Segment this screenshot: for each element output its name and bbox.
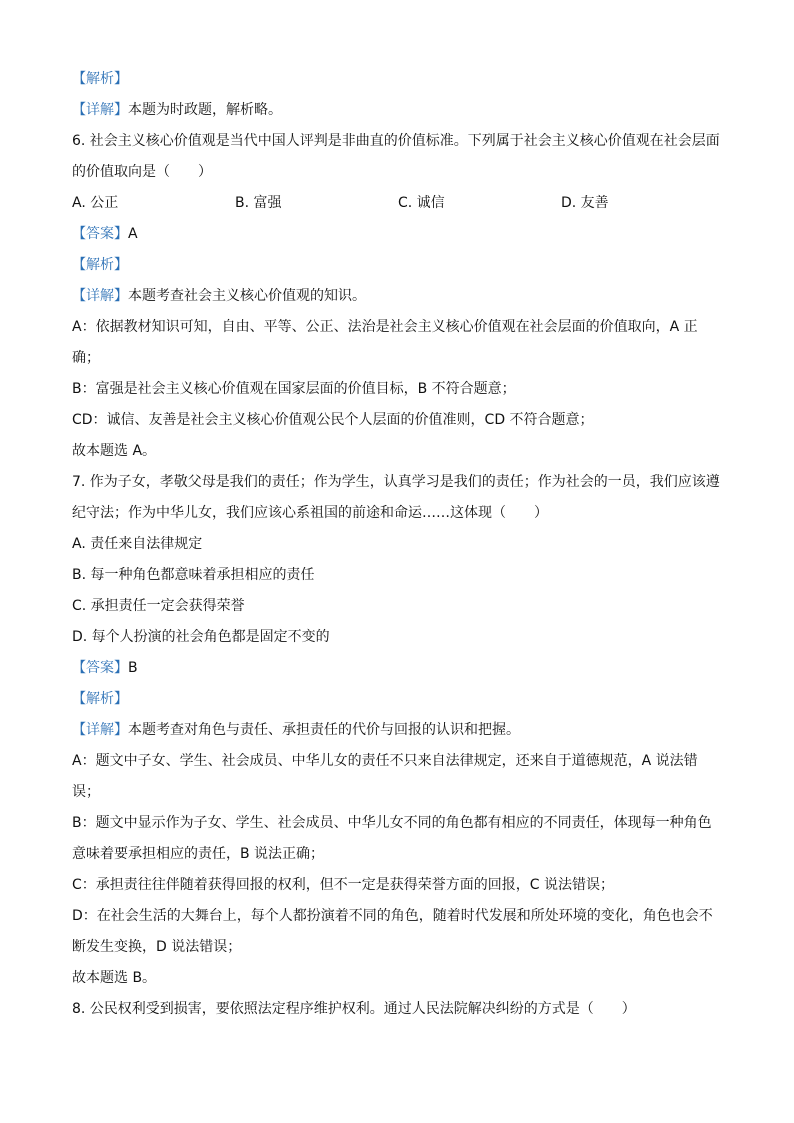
line-text: 意味着要承担相应的责任，B 说法正确；: [72, 846, 325, 862]
text-line: [72, 312, 726, 343]
text-line: [72, 591, 726, 622]
section-tag: 【详解】: [72, 102, 128, 118]
text-line: [72, 560, 726, 591]
line-text: 8. 公民权利受到损害，要依照法定程序维护权利。通过人民法院解决纠纷的方式是（ ）: [72, 1001, 636, 1017]
line-text: 纪守法；作为中华儿女，我们应该心系祖国的前途和命运……这体现（ ）: [72, 505, 548, 521]
line-text: B：富强是社会主义核心价值观在国家层面的价值目标，B 不符合题意；: [72, 381, 516, 397]
line-text: 本题考查对角色与责任、承担责任的代价与回报的认识和把握。: [128, 722, 520, 738]
line-text: 7. 作为子女，孝敬父母是我们的责任；作为学生，认真学习是我们的责任；作为社会的一员，我们应该遵: [72, 474, 720, 490]
line-text: 断发生变换，D 说法错误；: [72, 939, 242, 955]
text-line: [72, 281, 726, 312]
line-text: 本题考查社会主义核心价值观的知识。: [128, 288, 366, 304]
line-text: 误；: [72, 784, 100, 800]
line-text: A: [128, 226, 138, 242]
line-text: C. 承担责任一定会获得荣誉: [72, 598, 245, 614]
text-line: [72, 777, 726, 808]
text-line: [72, 715, 726, 746]
text-line: [72, 374, 726, 405]
line-text: 故本题选 A。: [72, 443, 157, 459]
text-line: [72, 467, 726, 498]
text-line: [72, 529, 726, 560]
text-line: [72, 994, 726, 1025]
section-tag: 【详解】: [72, 288, 128, 304]
line-text: 的价值取向是（ ）: [72, 164, 212, 180]
line-text: 确；: [72, 350, 100, 366]
line-text: CD：诚信、友善是社会主义核心价值观公民个人层面的价值准则，CD 不符合题意；: [72, 412, 594, 428]
section-tag: 【答案】: [72, 226, 128, 242]
text-line: [72, 684, 726, 715]
text-line: [72, 901, 726, 932]
line-text: C：承担责往往伴随着获得回报的权利，但不一定是获得荣誉方面的回报，C 说法错误；: [72, 877, 614, 893]
document-content: [72, 64, 726, 1025]
section-tag: 【解析】: [72, 71, 128, 87]
line-text: A. 责任来自法律规定: [72, 536, 203, 552]
option-item: B. 富强: [235, 195, 282, 211]
option-item: D. 友善: [561, 195, 609, 211]
line-text: B：题文中显示作为子女、学生、社会成员、中华儿女不同的角色都有相应的不同责任，体现每一种角色: [72, 815, 712, 831]
line-text: B. 每一种角色都意味着承担相应的责任: [72, 567, 315, 583]
text-line: [72, 498, 726, 529]
section-tag: 【解析】: [72, 691, 128, 707]
text-line: [72, 126, 726, 157]
section-tag: 【解析】: [72, 257, 128, 273]
section-tag: 【详解】: [72, 722, 128, 738]
text-line: [72, 622, 726, 653]
text-line: [72, 250, 726, 281]
text-line: [72, 870, 726, 901]
line-text: D. 每个人扮演的社会角色都是固定不变的: [72, 629, 330, 645]
text-line: [72, 963, 726, 994]
section-tag: 【答案】: [72, 660, 128, 676]
text-line: [72, 436, 726, 467]
text-line: [72, 157, 726, 188]
line-text: 6. 社会主义核心价值观是当代中国人评判是非曲直的价值标准。下列属于社会主义核心价值观在社会层面: [72, 133, 720, 149]
text-line: [72, 405, 726, 436]
option-item: C. 诚信: [398, 195, 445, 211]
line-text: A：题文中子女、学生、社会成员、中华儿女的责任不只来自法律规定，还来自于道德规范，A 说法错: [72, 753, 698, 769]
text-line: [72, 653, 726, 684]
text-line: [72, 95, 726, 126]
text-line: [72, 746, 726, 777]
line-text: D：在社会生活的大舞台上，每个人都扮演着不同的角色，随着时代发展和所处环境的变化，角色也会不: [72, 908, 713, 924]
line-text: 本题为时政题，解析略。: [128, 102, 282, 118]
text-line: [72, 343, 726, 374]
line-text: A：依据教材知识可知，自由、平等、公正、法治是社会主义核心价值观在社会层面的价值取向，A 正: [72, 319, 698, 335]
text-line: [72, 219, 726, 250]
options-row: [72, 188, 726, 219]
option-item: A. 公正: [72, 195, 119, 211]
text-line: [72, 64, 726, 95]
text-line: [72, 932, 726, 963]
text-line: [72, 808, 726, 839]
line-text: B: [128, 660, 138, 676]
text-line: [72, 839, 726, 870]
line-text: 故本题选 B。: [72, 970, 157, 986]
